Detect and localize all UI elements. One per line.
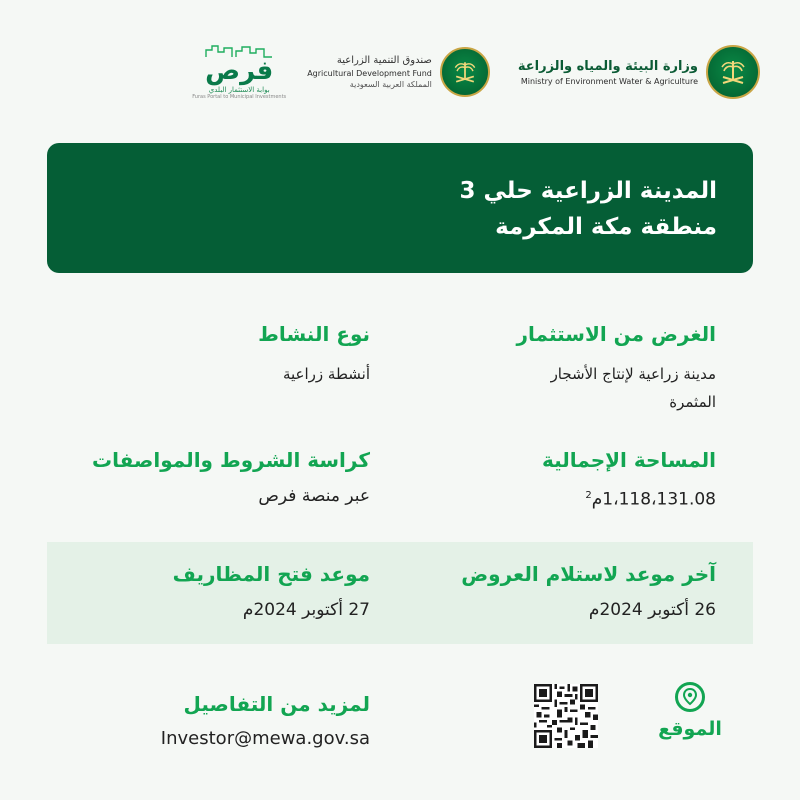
fund-seal-icon	[440, 47, 490, 97]
forsa-wordmark: فرص	[205, 56, 274, 86]
ministry-name-ar: وزارة البيئة والمياه والزراعة	[517, 58, 698, 74]
forsa-logo	[192, 44, 287, 100]
deadline-value: 26 أكتوبر 2024م	[588, 600, 716, 620]
banner-title: المدينة الزراعية حلي 3	[459, 178, 717, 204]
purpose-block	[466, 322, 716, 416]
ministry-logo	[518, 45, 760, 99]
deadline-block	[461, 562, 716, 624]
purpose-value-line1: مدينة زراعية لإنتاج الأشجار	[550, 365, 716, 383]
contact-email-link[interactable]: Investor@mewa.gov.sa	[160, 728, 370, 749]
contact-block	[161, 692, 370, 749]
fund-name-en: Agricultural Development Fund	[307, 69, 432, 78]
more-details-label: لمزيد من التفاصيل	[183, 692, 370, 716]
ministry-seal-icon	[706, 45, 760, 99]
opening-value: 27 أكتوبر 2024م	[242, 600, 370, 620]
location-link[interactable]	[660, 682, 720, 740]
specs-label: كراسة الشروط والمواصفات	[92, 448, 370, 472]
location-pin-icon	[675, 682, 705, 712]
fund-logo	[307, 47, 490, 97]
ministry-name-en: Ministry of Environment Water & Agriculture	[520, 76, 698, 86]
area-unit-superscript: 2	[585, 490, 592, 501]
deadline-label: آخر موعد لاستلام العروض	[461, 562, 716, 586]
location-label: الموقع	[658, 718, 722, 740]
purpose-value-line2: المثمرة	[669, 393, 716, 411]
opening-block	[90, 562, 370, 624]
fund-country-ar: المملكة العربية السعودية	[349, 80, 432, 89]
forsa-subtitle-ar: بوابة الاستثمار البلدي	[208, 86, 270, 94]
title-banner	[47, 143, 753, 273]
area-block	[466, 448, 716, 514]
activity-block	[90, 322, 370, 388]
fund-name-ar: صندوق التنمية الزراعية	[336, 55, 432, 66]
area-number: 1،118،131.08م	[591, 489, 716, 510]
purpose-label: الغرض من الاستثمار	[516, 322, 716, 346]
specs-value: عبر منصة فرص	[258, 486, 370, 506]
specs-block	[90, 448, 370, 510]
activity-label: نوع النشاط	[258, 322, 370, 346]
qr-code-icon[interactable]	[534, 684, 598, 748]
area-value	[466, 482, 716, 514]
area-label: المساحة الإجمالية	[541, 448, 716, 472]
forsa-subtitle-en: Furas Portal to Municipal Investments	[192, 94, 287, 100]
activity-value: أنشطة زراعية	[282, 365, 370, 383]
header-logos	[192, 38, 760, 106]
opening-label: موعد فتح المظاريف	[172, 562, 370, 586]
banner-region: منطقة مكة المكرمة	[495, 214, 717, 240]
